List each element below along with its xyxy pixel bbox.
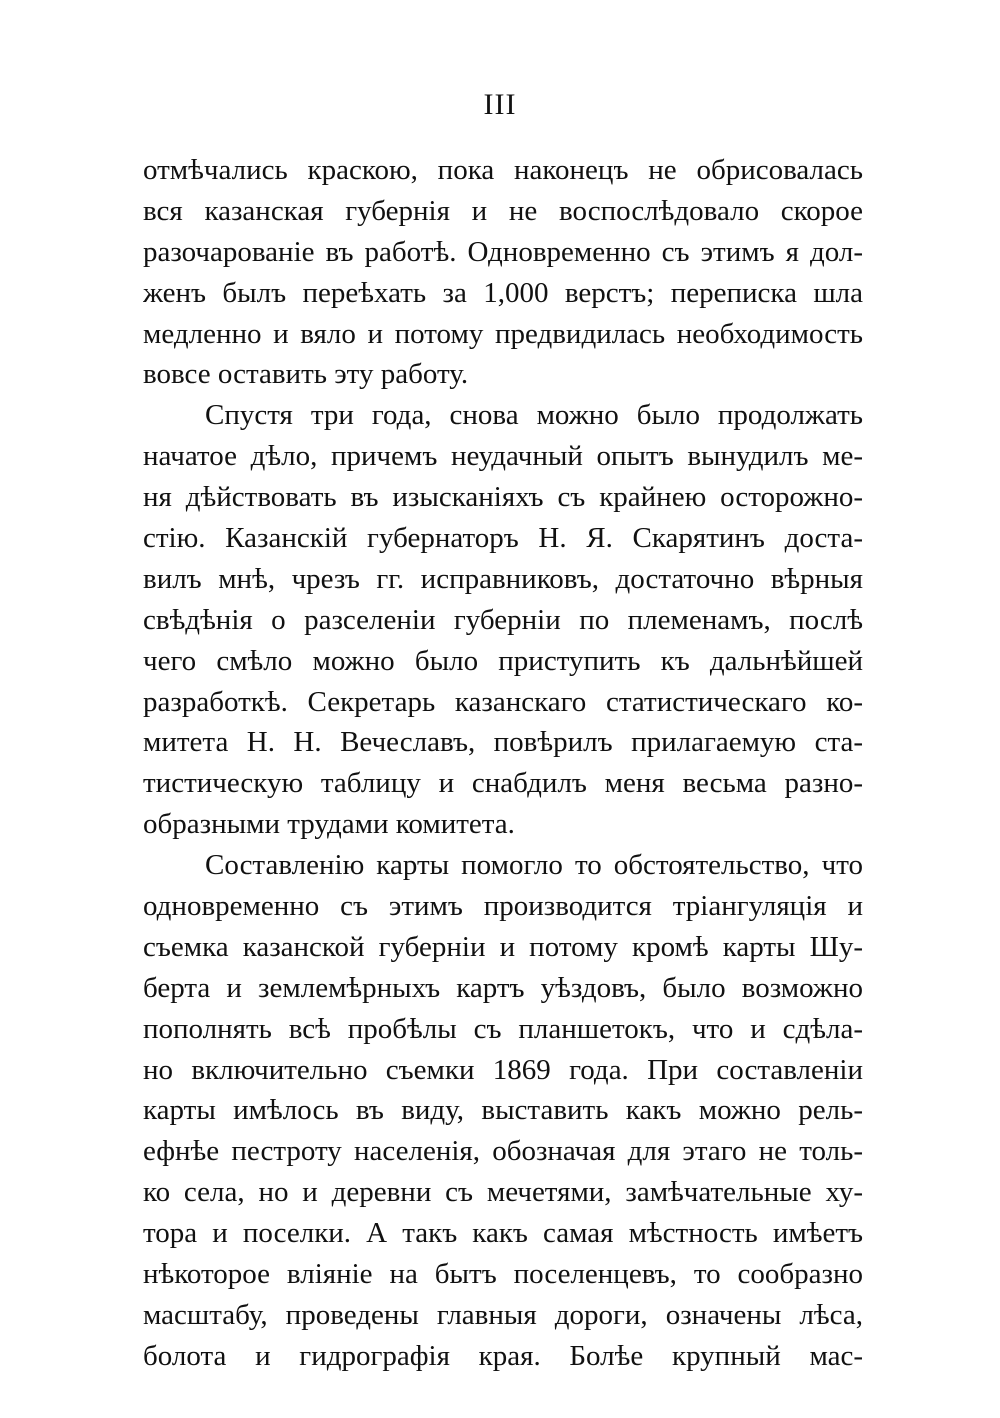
text-line: медленно и вяло и потому предвидилась необходимость (143, 317, 863, 350)
text-line: тистическую таблицу и снабдилъ меня весьма разно- (143, 767, 863, 800)
text-line: вовсе оставить эту работу. (143, 358, 469, 391)
text-line: отмѣчались краскою, пока наконецъ не обрисовалась (143, 154, 863, 186)
text-line: начатое дѣло, причемъ неудачный опытъ вынудилъ ме- (143, 440, 863, 473)
text-line: чего смѣло можно было приступить къ дальнѣйшей (143, 644, 863, 677)
text-line: тора и поселки. А такъ какъ самая мѣстность имѣетъ (143, 1217, 863, 1250)
text-line: вся казанская губернія и не воспослѣдовало скорое (143, 194, 863, 227)
text-line: вилъ мнѣ, чрезъ гг. исправниковъ, достаточно вѣрныя (143, 562, 863, 595)
text-line: разочарованіе въ работѣ. Одновременно съ этимъ я дол- (143, 235, 863, 268)
text-line: пополнять всѣ пробѣлы съ планшетокъ, что и сдѣла- (143, 1012, 863, 1045)
text-line: женъ былъ переѣхать за 1,000 верстъ; переписка шла (143, 276, 863, 309)
text-line: но включительно съемки 1869 года. При составленіи (143, 1053, 863, 1086)
text-line: стію. Казанскій губернаторъ Н. Я. Скарятинъ доста- (143, 522, 863, 555)
page-number: III (483, 88, 517, 121)
text-line: разработкѣ. Секретарь казанскаго статистическаго ко- (143, 685, 863, 718)
text-line: Составленію карты помогло то обстоятельство, что (205, 849, 863, 882)
text-line: карты имѣлось въ виду, выставить какъ можно рель- (143, 1094, 863, 1127)
text-line: берта и землемѣрныхъ картъ уѣздовъ, было возможно (143, 971, 863, 1004)
text-line: Спустя три года, снова можно было продолжать (205, 399, 863, 432)
text-line: масштабу, проведены главныя дороги, означены лѣса, (143, 1298, 863, 1331)
text-line: свѣдѣнія о разселеніи губерніи по племенамъ, послѣ (143, 603, 863, 636)
text-line: нѣкоторое вліяніе на бытъ поселенцевъ, то сообразно (143, 1258, 863, 1291)
text-line: образными трудами комитета. (143, 808, 515, 841)
text-line: съемка казанской губерніи и потому кромѣ карты Шу- (143, 930, 863, 963)
text-line: болота и гидрографія края. Болѣе крупный мас- (143, 1339, 863, 1372)
text-line: ня дѣйствовать въ изысканіяхъ съ крайнею осторожно- (143, 481, 863, 514)
text-line: митета Н. Н. Вечеславъ, повѣрилъ прилагаемую ста- (143, 726, 863, 759)
body-text (143, 150, 863, 1377)
text-line: ко села, но и деревни съ мечетями, замѣчательные ху- (143, 1176, 863, 1209)
text-line: одновременно съ этимъ производится тріангуляція и (143, 890, 863, 923)
text-line: ефнѣе пестроту населенія, обозначая для этаго не толь- (143, 1135, 863, 1168)
